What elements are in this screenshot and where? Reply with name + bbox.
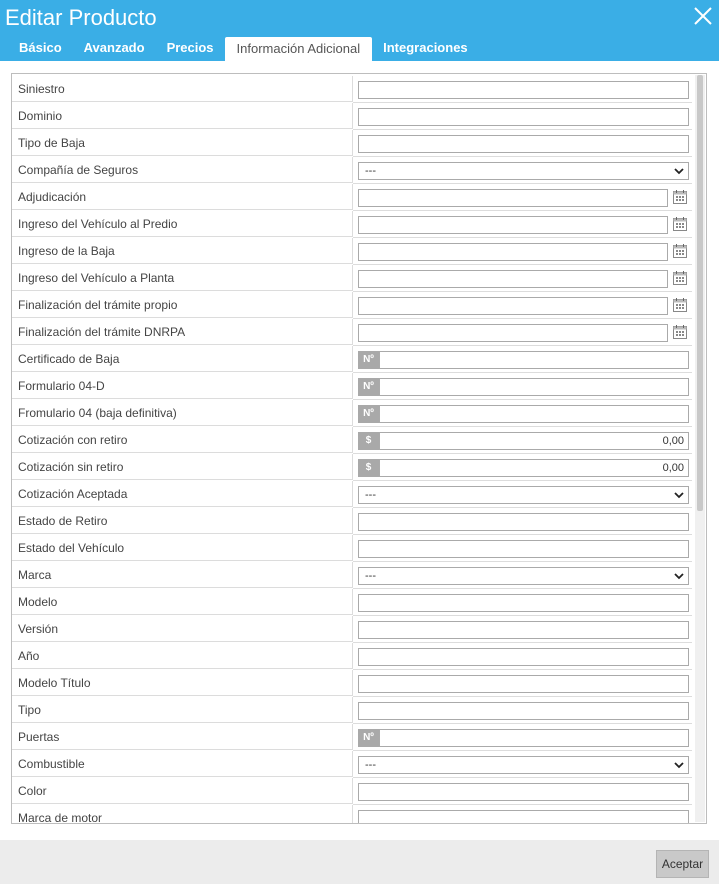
form-row [12, 724, 707, 751]
field-value-cell [353, 724, 692, 751]
form-row [12, 508, 707, 535]
tab-precios[interactable]: Precios [166, 40, 214, 55]
select-field[interactable] [358, 162, 689, 180]
select-value: --- [365, 165, 376, 177]
field-value-cell [353, 184, 692, 211]
form-row [12, 130, 707, 157]
tab-avanzado[interactable]: Avanzado [83, 40, 145, 55]
field-label: Certificado de Baja [12, 346, 353, 372]
field-value-cell [353, 805, 692, 824]
scrollbar-thumb[interactable] [697, 75, 703, 511]
field-label: Formulario 04-D [12, 373, 353, 399]
field-label: Marca [12, 562, 353, 588]
field-value-cell [353, 562, 692, 589]
field-label: Combustible [12, 751, 353, 777]
select-value: --- [365, 570, 376, 582]
calendar-icon[interactable] [672, 324, 688, 340]
date-input[interactable] [358, 189, 668, 207]
calendar-icon[interactable] [672, 297, 688, 313]
form-row [12, 643, 707, 670]
field-value-cell [353, 211, 692, 238]
field-value-cell [353, 265, 692, 292]
field-value-cell [353, 103, 692, 130]
number-input[interactable] [379, 378, 689, 396]
text-input[interactable] [358, 675, 689, 693]
text-input[interactable] [358, 702, 689, 720]
number-input[interactable] [379, 729, 689, 747]
form-row [12, 535, 707, 562]
text-input[interactable] [358, 540, 689, 558]
field-label: Ingreso de la Baja [12, 238, 353, 264]
field-value-cell [353, 319, 692, 346]
currency-input[interactable] [379, 459, 689, 477]
field-label: Cotización sin retiro [12, 454, 353, 480]
form-row [12, 697, 707, 724]
chevron-down-icon [673, 489, 685, 501]
calendar-icon[interactable] [672, 270, 688, 286]
field-label: Modelo Título [12, 670, 353, 696]
tab-integraciones[interactable]: Integraciones [383, 40, 468, 55]
field-value-cell [353, 292, 692, 319]
field-label: Compañía de Seguros [12, 157, 353, 183]
field-label: Año [12, 643, 353, 669]
form-row [12, 562, 707, 589]
form-row [12, 481, 707, 508]
field-value-cell [353, 535, 692, 562]
form-row [12, 805, 707, 824]
text-input[interactable] [358, 783, 689, 801]
form-row [12, 346, 707, 373]
field-label: Ingreso del Vehículo al Predio [12, 211, 353, 237]
chevron-down-icon [673, 165, 685, 177]
currency-prefix: $ [358, 459, 379, 477]
field-label: Tipo [12, 697, 353, 723]
chevron-down-icon [673, 570, 685, 582]
field-label: Modelo [12, 589, 353, 615]
field-value-cell [353, 589, 692, 616]
field-value-cell [353, 400, 692, 427]
field-value-cell [353, 481, 692, 508]
field-value-cell [353, 427, 692, 454]
text-input[interactable] [358, 594, 689, 612]
number-input[interactable] [379, 405, 689, 423]
currency-prefix: $ [358, 432, 379, 450]
field-label: Puertas [12, 724, 353, 750]
form-row [12, 373, 707, 400]
text-input[interactable] [358, 810, 689, 824]
field-value-cell [353, 697, 692, 724]
text-input[interactable] [358, 108, 689, 126]
field-label: Finalización del trámite DNRPA [12, 319, 353, 345]
field-value-cell [353, 643, 692, 670]
field-label: Color [12, 778, 353, 804]
form-row [12, 238, 707, 265]
form-row [12, 103, 707, 130]
form-row [12, 265, 707, 292]
calendar-icon[interactable] [672, 189, 688, 205]
number-prefix: Nº [358, 351, 379, 369]
date-input[interactable] [358, 270, 668, 288]
field-value-cell [353, 238, 692, 265]
field-label: Ingreso del Vehículo a Planta [12, 265, 353, 291]
calendar-icon[interactable] [672, 243, 688, 259]
field-value-cell [353, 508, 692, 535]
close-icon[interactable] [693, 6, 713, 26]
form-row [12, 76, 707, 103]
number-prefix: Nº [358, 405, 379, 423]
field-label: Estado del Vehículo [12, 535, 353, 561]
field-value-cell [353, 76, 692, 103]
field-label: Versión [12, 616, 353, 642]
field-label: Marca de motor [12, 805, 353, 824]
dialog-footer [0, 840, 719, 884]
field-value-cell [353, 778, 692, 805]
field-label: Estado de Retiro [12, 508, 353, 534]
date-input[interactable] [358, 324, 668, 342]
number-prefix: Nº [358, 729, 379, 747]
dialog-title: Editar Producto [5, 5, 157, 30]
field-value-cell [353, 751, 692, 778]
form-row [12, 184, 707, 211]
form-row [12, 157, 707, 184]
form-row [12, 589, 707, 616]
select-value: --- [365, 759, 376, 771]
form-row [12, 400, 707, 427]
text-input[interactable] [358, 621, 689, 639]
form-row [12, 616, 707, 643]
text-input[interactable] [358, 81, 689, 99]
form-row [12, 292, 707, 319]
chevron-down-icon [673, 759, 685, 771]
field-value-cell [353, 130, 692, 157]
date-input[interactable] [358, 216, 668, 234]
field-label: Adjudicación [12, 184, 353, 210]
currency-input[interactable] [379, 432, 689, 450]
field-label: Dominio [12, 103, 353, 129]
scrollbar[interactable] [695, 75, 705, 822]
tab-basico[interactable]: Básico [19, 40, 62, 55]
select-field[interactable] [358, 567, 689, 585]
form-row [12, 427, 707, 454]
select-value: --- [365, 489, 376, 501]
form-row [12, 751, 707, 778]
field-label: Cotización Aceptada [12, 481, 353, 507]
form-panel [11, 73, 707, 824]
field-value-cell [353, 346, 692, 373]
number-prefix: Nº [358, 378, 379, 396]
form-row [12, 211, 707, 238]
field-value-cell [353, 157, 692, 184]
form-row [12, 454, 707, 481]
text-input[interactable] [358, 513, 689, 531]
field-label: Fromulario 04 (baja definitiva) [12, 400, 353, 426]
field-value-cell [353, 670, 692, 697]
form-row [12, 778, 707, 805]
date-input[interactable] [358, 243, 668, 261]
dialog-header [0, 0, 719, 61]
select-field[interactable] [358, 486, 689, 504]
number-input[interactable] [379, 351, 689, 369]
field-label: Siniestro [12, 76, 353, 102]
tab-informacion-adicional[interactable]: Información Adicional [225, 37, 373, 61]
field-label: Finalización del trámite propio [12, 292, 353, 318]
text-input[interactable] [358, 135, 689, 153]
field-label: Tipo de Baja [12, 130, 353, 156]
calendar-icon[interactable] [672, 216, 688, 232]
form-row [12, 319, 707, 346]
text-input[interactable] [358, 648, 689, 666]
accept-button[interactable]: Aceptar [656, 850, 709, 878]
date-input[interactable] [358, 297, 668, 315]
select-field[interactable] [358, 756, 689, 774]
field-value-cell [353, 616, 692, 643]
field-value-cell [353, 454, 692, 481]
tab-bar [8, 37, 479, 61]
form-row [12, 670, 707, 697]
field-label: Cotización con retiro [12, 427, 353, 453]
field-value-cell [353, 373, 692, 400]
